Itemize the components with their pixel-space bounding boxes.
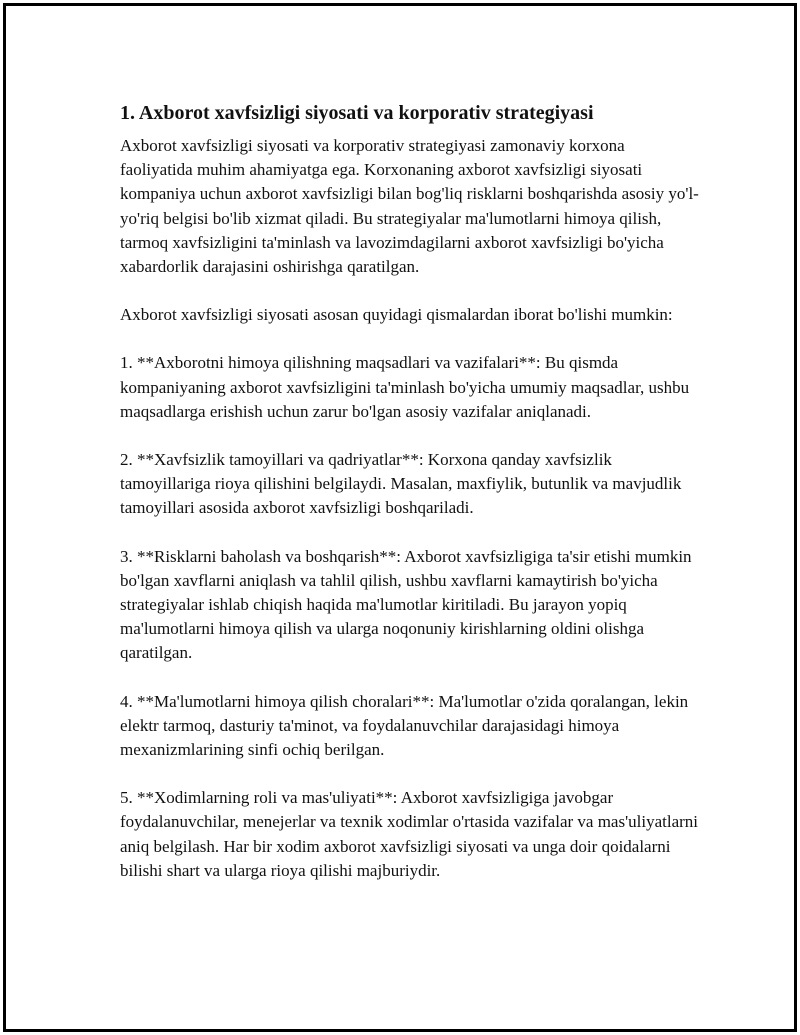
list-item-4: 4. **Ma'lumotlarni himoya qilish choralari**: Ma'lumotlar o'zida qoralangan, lekin elektr tarmoq, dasturiy ta'minot, va foydalanuvchilar darajasidagi himoya mexanizmlarining sinfi ochiq berilgan. — [120, 691, 689, 760]
paragraph-lead-in: Axborot xavfsizligi siyosati asosan quyidagi qismalardan iborat bo'lishi mumkin: — [120, 305, 673, 325]
list-item-5: 5. **Xodimlarning roli va mas'uliyati**: Axborot xavfsizligiga javobgar foydalanuvchilar, menejerlar va texnik xodimlar o'rtasida vazifalar va mas'uliyatlarni aniq belgilash. Har bir xodim axborot xavfsizligi siyosati va unga doir qoidalarni bilishi shart va ularga rioya qilishi majburiydir. — [120, 788, 699, 880]
list-item-2: 2. **Xavfsizlik tamoyillari va qadriyatlar**: Korxona qanday xavfsizlik tamoyillariga rioya qilishini belgilaydi. Masalan, maxfiylik, butunlik va mavjudlik tamoyillari asosida axborot xavfsizligi boshqariladi. — [120, 450, 682, 518]
list-item-3: 3. **Risklarni baholash va boshqarish**: Axborot xavfsizligiga ta'sir etishi mumkin bo'lgan xavflarni aniqlash va tahlil qilish, ushbu xavflarni kamaytirish bo'yicha strategiyalar ishlab chiqish haqida ma'lumotlar kiritiladi. Bu jarayon yopiq ma'lumotlarni himoya qilish va ularga noqonuniy kirishlarning oldini olishga qaratilgan. — [120, 546, 692, 663]
document-heading: 1. Axborot xavfsizligi siyosati va korporativ strategiyasi — [120, 102, 594, 124]
list-item-1: 1. **Axborotni himoya qilishning maqsadlari va vazifalari**: Bu qismda kompaniyaning axborot xavfsizligini ta'minlash bo'yicha umumiy maqsadlar, ushbu maqsadlarga erishish uchun zarur bo'lgan asosiy vazifalar aniqlanadi. — [120, 353, 690, 421]
page-frame — [3, 3, 797, 1032]
document-body — [120, 96, 700, 907]
paragraph-intro: Axborot xavfsizligi siyosati va korporativ strategiyasi zamonaviy korxona faoliyatida muhim ahamiyatga ega. Korxonaning axborot xavfsizligi siyosati kompaniya uchun axborot xavfsizligi bilan bog'liq risklarni boshqarishda asosiy yo'l-yo'riq belgisi bo'lib xizmat qiladi. Bu strategiyalar ma'lumotlarni himoya qilish, tarmoq xavfsizligini ta'minlash va lavozimdagilarni axborot xavfsizligi bo'yicha xabardorlik darajasini oshirishga qaratilgan. — [120, 136, 699, 277]
